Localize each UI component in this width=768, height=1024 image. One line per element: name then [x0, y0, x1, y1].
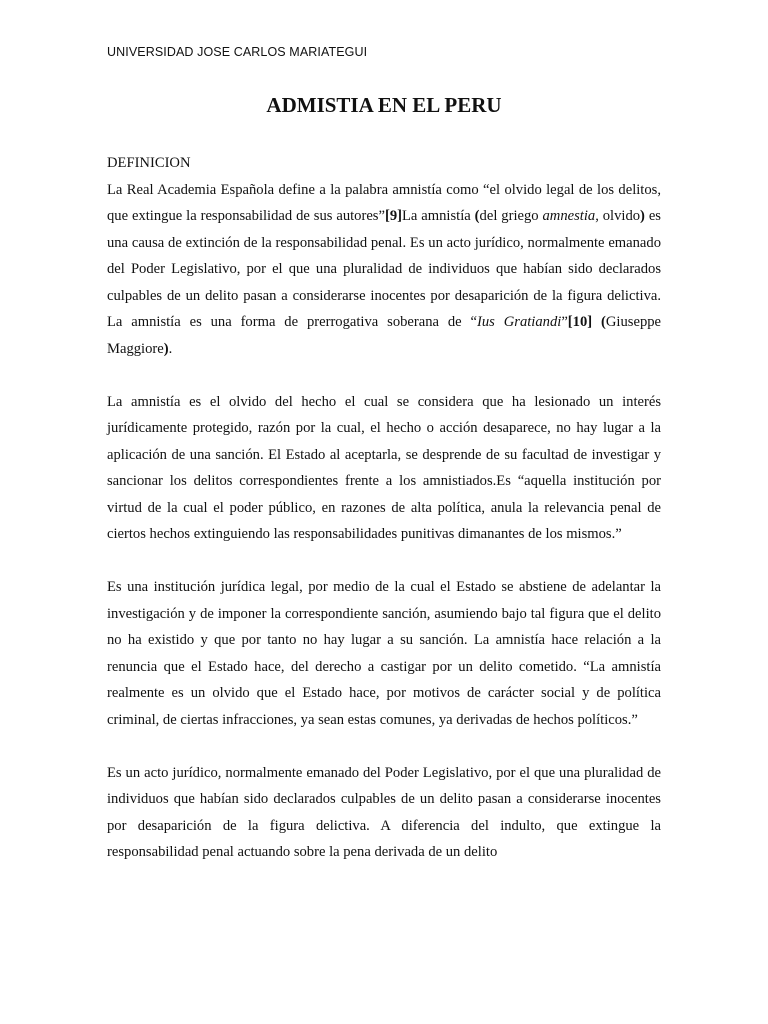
document-title: ADMISTIA EN EL PERU	[266, 93, 502, 117]
p1-text-b: La amnistía	[402, 208, 475, 224]
p1-text-e: es una causa de extinción de la responsabilidad penal. Es un acto jurídico, normalmente emanado del Poder Legislativo, por el que una pluralidad de individuos que habían sido declarados culpables de un delito pasan a considerarse inocentes por desaparición de la figura delictiva. La amnistía es una forma de prerrogativa soberana de “	[107, 208, 661, 330]
p1-text-a: La Real Academia Española define a la palabra amnistía como “el olvido legal de los delitos, que extingue la responsabilidad de sus autores”	[107, 181, 661, 224]
term-amnestia: amnestia	[542, 208, 596, 224]
author-name: Giuseppe Maggiore	[107, 314, 662, 357]
document-body	[107, 150, 661, 866]
p1-paren-close-2: )	[163, 340, 169, 357]
p1-paren-open: (	[474, 208, 480, 224]
term-ius-gratiandi: Ius Gratiandi	[477, 314, 562, 330]
paragraph-acto-juridico: Es un acto jurídico, normalmente emanado del Poder Legislativo, por el que una pluralidad de individuos que habían sido declarados culpables de un delito pasan a considerarse inocentes por desaparición de la figura delictiva. A diferencia del indulto, que extingue la responsabilidad penal actuando sobre la pena derivada de un delito	[107, 764, 661, 860]
footnote-ref-9[interactable]: [9]	[384, 208, 402, 224]
p1-text-g	[592, 314, 601, 330]
p1-text-i: .	[168, 340, 173, 357]
footnote-ref-10[interactable]: [10]	[567, 314, 593, 330]
p1-text-d: , olvido	[595, 208, 641, 224]
p1-paren-close: )	[640, 208, 645, 224]
section-heading: DEFINICION	[107, 155, 191, 171]
paragraph-definition	[107, 177, 661, 363]
paragraph-olvido: La amnistía es el olvido del hecho el cual se considera que ha lesionado un interés jurídicamente protegido, razón por la cual, el hecho o acción desaparece, no hay lugar a la aplicación de una sanción. El Estado al aceptarla, se desprende de su facultad de investigar y sancionar los delitos correspondientes frente a los amnistiados.Es “aquella institución por virtud de la cual el poder público, en razones de alta política, anula la relevancia penal de ciertos hechos extinguiendo las responsabilidades punitivas dimanantes de los mismos.”	[107, 393, 661, 542]
p1-text-c: del griego	[479, 208, 543, 224]
paragraph-institucion: Es una institución jurídica legal, por medio de la cual el Estado se abstiene de adelantar la investigación y de imponer la correspondiente sanción, asumiendo bajo tal figura que el delito no ha existido y que por tanto no hay lugar a su sanción. La amnistía hace relación a la renuncia que el Estado hace, del derecho a castigar por un delito cometido. “La amnistía realmente es un olvido que el Estado hace, por motivos de carácter social y de política criminal, de ciertas infracciones, ya sean estas comunes, ya derivadas de hechos políticos.”	[107, 579, 661, 728]
p1-text-f: ”	[561, 314, 568, 330]
p1-paren-open-2: (	[601, 314, 606, 330]
university-header: UNIVERSIDAD JOSE CARLOS MARIATEGUI	[107, 45, 368, 59]
